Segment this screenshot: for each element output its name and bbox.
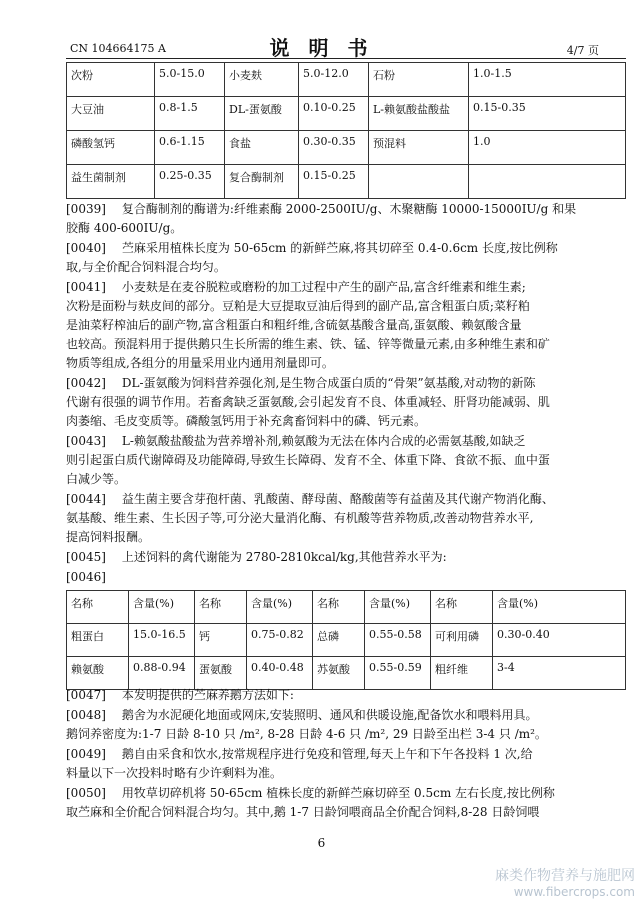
watermark-line: 麻类作物营养与施肥网 (495, 868, 635, 884)
paragraph-line: 代谢有很强的调节作用。若畜禽缺乏蛋氨酸,会引起发育不良、体重减轻、肝肾功能减弱、肌 (66, 395, 550, 409)
page-header (0, 0, 643, 58)
table-cell: 复合酶制剂 (225, 165, 299, 199)
paragraph-number: [0041] (66, 280, 106, 294)
paragraph-number: [0045] (66, 550, 106, 564)
paragraph-line: 用牧草切碎机将 50-65cm 植株长度的新鲜苎麻切碎至 0.5cm 左右长度,按比例称 (121, 786, 555, 800)
paragraph-line: 肉萎缩、毛皮变质等。磷酸氢钙用于补充禽畜饲料中的磷、钙元素。 (66, 414, 427, 428)
table-cell: 0.55-0.59 (365, 657, 431, 690)
table-cell: 次粉 (67, 63, 155, 97)
paragraph-line: 是油菜籽榨油后的副产物,富含粗蛋白和粗纤维,含硫氨基酸含量高,蛋氨酸、赖氨酸含量 (66, 318, 522, 332)
paragraph-0047 (66, 686, 630, 705)
column-header: 含量(%) (247, 591, 313, 624)
table-row (67, 63, 626, 97)
paragraph-line: 鹅舍为水泥硬化地面或网床,安装照明、通风和供暖设施,配备饮水和喂料用具。 (121, 708, 538, 722)
column-header: 名称 (313, 591, 365, 624)
column-header: 名称 (67, 591, 129, 624)
table-cell: 1.0 (469, 131, 626, 165)
table-row (67, 624, 626, 657)
paragraph-line: 次粉是面粉与麸皮间的部分。豆粕是大豆提取豆油后得到的副产品,富含粗蛋白质;菜籽粕 (66, 299, 530, 313)
paragraph-0041 (66, 278, 630, 373)
document-body (66, 200, 630, 588)
watermark-url: www.fibercrops.com (513, 885, 635, 899)
paragraph-line: 氨基酸、维生素、生长因子等,可分泌大量消化酶、有机酸等营养物质,改善动物营养水平, (66, 511, 534, 525)
table-cell: 0.88-0.94 (129, 657, 195, 690)
paragraph-number: [0050] (66, 786, 106, 800)
ingredients-table (66, 62, 626, 199)
doc-number: CN 104664175 A (70, 42, 166, 55)
paragraph-number: [0044] (66, 492, 106, 506)
table-cell: 苏氨酸 (313, 657, 365, 690)
paragraph-number: [0039] (66, 202, 106, 216)
page-number: 6 (317, 836, 326, 850)
table-cell: 食盐 (225, 131, 299, 165)
paragraph-line: 则引起蛋白质代谢障碍及功能障碍,导致生长障碍、发育不全、体重下降、食欲不振、血中蛋 (66, 453, 550, 467)
paragraph-number: [0048] (66, 708, 106, 722)
table-cell: 大豆油 (67, 97, 155, 131)
table-row (67, 131, 626, 165)
column-header: 含量(%) (365, 591, 431, 624)
column-header: 含量(%) (129, 591, 195, 624)
table-cell: 0.8-1.5 (155, 97, 225, 131)
paragraph-line: L-赖氨酸盐酸盐为营养增补剂,赖氨酸为无法在体内合成的必需氨基酸,如缺乏 (121, 434, 526, 448)
column-header: 名称 (431, 591, 493, 624)
table-cell: 0.15-0.25 (299, 165, 369, 199)
paragraph-line: 鹅自由采食和饮水,按常规程序进行免疫和管理,每天上午和下午各投料 1 次,给 (121, 747, 533, 761)
table-cell: 粗蛋白 (67, 624, 129, 657)
paragraph-line: 取苎麻和全价配合饲料混合均匀。其中,鹅 1-7 日龄饲喂商品全价配合饲料,8-28 日龄饲喂 (66, 805, 540, 819)
column-header: 名称 (195, 591, 247, 624)
paragraph-0050 (66, 784, 630, 822)
paragraph-0039 (66, 200, 630, 238)
table-cell: L-赖氨酸盐酸盐 (369, 97, 469, 131)
nutrition-table (66, 590, 626, 690)
paragraph-number: [0043] (66, 434, 106, 448)
table-cell: 石粉 (369, 63, 469, 97)
table-cell: 0.30-0.40 (493, 624, 626, 657)
table-cell: 小麦麸 (225, 63, 299, 97)
table-cell: 赖氨酸 (67, 657, 129, 690)
table-cell: 0.75-0.82 (247, 624, 313, 657)
paragraph-line: 料量以下一次投料时略有少许剩料为准。 (66, 766, 283, 780)
table-cell: 0.15-0.35 (469, 97, 626, 131)
table-cell: 0.25-0.35 (155, 165, 225, 199)
paragraph-line: 苎麻采用植株长度为 50-65cm 的新鲜苎麻,将其切碎至 0.4-0.6cm 长度,按比例称 (121, 241, 558, 255)
paragraph-line: 复合酶制剂的酶谱为:纤维素酶 2000-2500IU/g、木聚糖酶 10000-15000IU/g 和果 (121, 202, 577, 216)
table-row (67, 165, 626, 199)
paragraph-0046 (66, 568, 630, 587)
document-body-continued (66, 686, 630, 823)
paragraph-line: 提高饲料报酬。 (66, 530, 151, 544)
paragraph-line: 鹅饲养密度为:1-7 日龄 8-10 只 /m², 8-28 日龄 4-6 只 /m², 29 日龄至出栏 3-4 只 /m²。 (66, 727, 547, 741)
paragraph-line: 益生菌主要含芽孢杆菌、乳酸菌、酵母菌、酪酸菌等有益菌及其代谢产物消化酶、 (121, 492, 554, 506)
table-cell: 0.10-0.25 (299, 97, 369, 131)
table-cell: 蛋氨酸 (195, 657, 247, 690)
paragraph-0040 (66, 239, 630, 277)
paragraph-0044 (66, 490, 630, 547)
site-watermark (445, 868, 635, 902)
table-cell: DL-蛋氨酸 (225, 97, 299, 131)
paragraph-number: [0046] (66, 570, 106, 584)
table-cell: 粗纤维 (431, 657, 493, 690)
paragraph-0042 (66, 374, 630, 431)
table-cell: 0.30-0.35 (299, 131, 369, 165)
paragraph-0045 (66, 548, 630, 567)
table-cell: 0.55-0.58 (365, 624, 431, 657)
table-cell: 15.0-16.5 (129, 624, 195, 657)
table-cell: 磷酸氢钙 (67, 131, 155, 165)
paragraph-number: [0049] (66, 747, 106, 761)
table-cell: 5.0-12.0 (299, 63, 369, 97)
table-cell: 预混料 (369, 131, 469, 165)
table-cell: 可利用磷 (431, 624, 493, 657)
doc-title: 说 明 书 (269, 36, 374, 60)
paragraph-number: [0040] (66, 241, 106, 255)
table-cell: 5.0-15.0 (155, 63, 225, 97)
table-cell: 0.40-0.48 (247, 657, 313, 690)
table-header-row (67, 591, 626, 624)
paragraph-line: 本发明提供的苎麻养鹅方法如下: (121, 688, 294, 702)
paragraph-line: DL-蛋氨酸为饲料营养强化剂,是生物合成蛋白质的“骨架”氨基酸,对动物的新陈 (121, 376, 536, 390)
paragraph-line: 取,与全价配合饲料混合均匀。 (66, 260, 226, 274)
table-cell (369, 165, 469, 199)
paragraph-number: [0047] (66, 688, 106, 702)
paragraph-line: 物质等组成,各组分的用量采用业内通用剂量即可。 (66, 356, 334, 370)
paragraph-0049 (66, 745, 630, 783)
paragraph-line: 胶酶 400-600IU/g。 (66, 221, 183, 235)
table-row (67, 657, 626, 690)
table-cell (469, 165, 626, 199)
table-cell: 益生菌制剂 (67, 165, 155, 199)
paragraph-line: 白减少等。 (66, 472, 127, 486)
paragraph-0043 (66, 432, 630, 489)
paragraph-number: [0042] (66, 376, 106, 390)
table-cell: 钙 (195, 624, 247, 657)
paragraph-line: 上述饲料的禽代谢能为 2780-2810kcal/kg,其他营养水平为: (121, 550, 447, 564)
column-header: 含量(%) (493, 591, 626, 624)
table-cell: 0.6-1.15 (155, 131, 225, 165)
table-cell: 总磷 (313, 624, 365, 657)
header-rule (66, 58, 626, 59)
table-cell: 1.0-1.5 (469, 63, 626, 97)
page-indicator: 4/7 页 (566, 44, 599, 57)
paragraph-0048 (66, 706, 630, 744)
table-row (67, 97, 626, 131)
paragraph-line: 小麦麸是在麦谷脱粒或磨粉的加工过程中产生的副产品,富含纤维素和维生素; (121, 280, 526, 294)
paragraph-line: 也较高。预混料用于提供鹅只生长所需的维生素、铁、锰、锌等微量元素,由多种维生素和矿 (66, 337, 550, 351)
table-cell: 3-4 (493, 657, 626, 690)
